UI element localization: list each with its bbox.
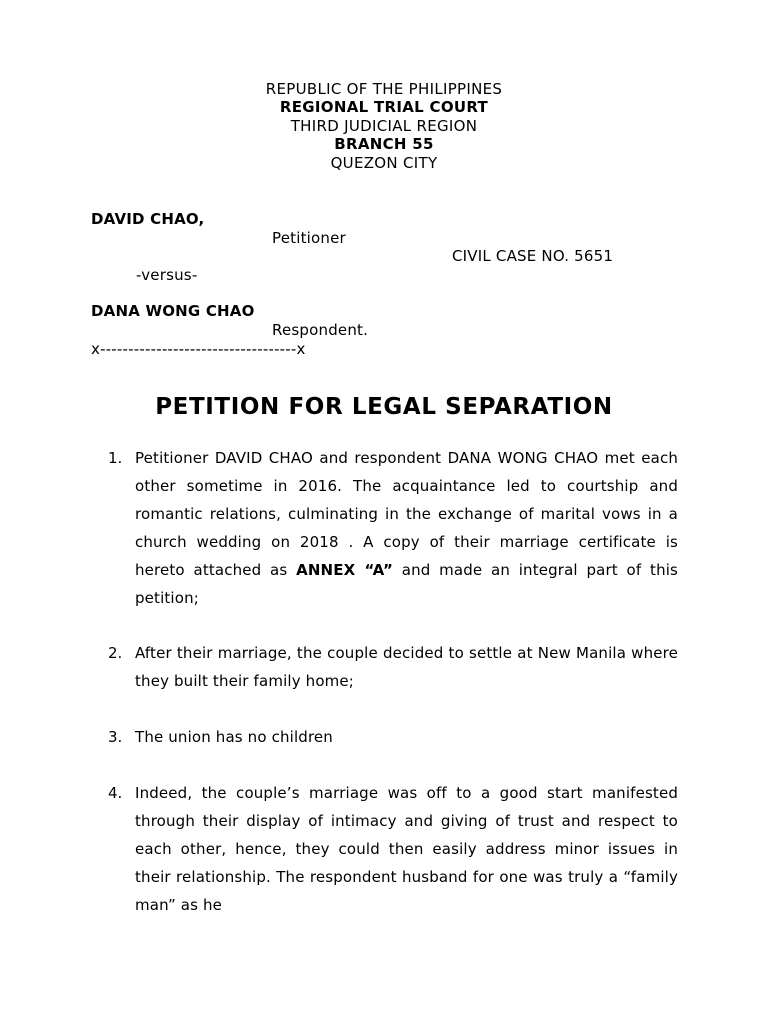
list-item [108, 723, 678, 751]
list-item [108, 779, 678, 919]
item-text-part: and made an integral part of this petition; [135, 561, 679, 607]
document-title: PETITION FOR LEGAL SEPARATION [155, 394, 613, 420]
header-region: THIRD JUDICIAL REGION [290, 117, 478, 135]
header-court: REGIONAL TRIAL COURT [279, 98, 489, 116]
item-number: 3. [108, 728, 123, 746]
respondent-role: Respondent. [272, 321, 369, 339]
item-number: 4. [108, 784, 123, 802]
respondent-name: DANA WONG CHAO [91, 302, 255, 320]
petitioner-role: Petitioner [272, 229, 346, 247]
item-number: 1. [108, 449, 123, 467]
annex-reference: ANNEX “A” [296, 561, 394, 579]
header-republic: REPUBLIC OF THE PHILIPPINES [265, 80, 503, 98]
item-text: The union has no children [135, 728, 333, 746]
versus-label: -versus- [136, 266, 198, 284]
case-number: CIVIL CASE NO. 5651 [452, 247, 614, 265]
item-text: After their marriage, the couple decided to settle at New Manila where they built their family home; [135, 644, 678, 690]
list-item [108, 639, 678, 695]
petitioner-name: DAVID CHAO, [91, 210, 205, 228]
list-item [108, 444, 678, 612]
item-text: Indeed, the couple’s marriage was off to a good start manifested through their display of intimacy and giving of trust and respect to each other, hence, they could then easily address minor issues in their relationship. The respondent husband for one was truly a “family man” as he [135, 784, 678, 914]
caption-separator: x-----------------------------------x [91, 340, 306, 358]
header-branch: BRANCH 55 [334, 135, 434, 153]
item-text-part: Petitioner DAVID CHAO and respondent DANA WONG CHAO met each other sometime in 2016. The acquaintance led to courtship and romantic relations, culminating in the exchange of marital vows in a church wedding on 2018 . A copy of their marriage certificate is hereto attached as [135, 449, 678, 579]
item-text [135, 444, 678, 612]
item-number: 2. [108, 644, 123, 662]
header-city: QUEZON CITY [330, 154, 438, 172]
